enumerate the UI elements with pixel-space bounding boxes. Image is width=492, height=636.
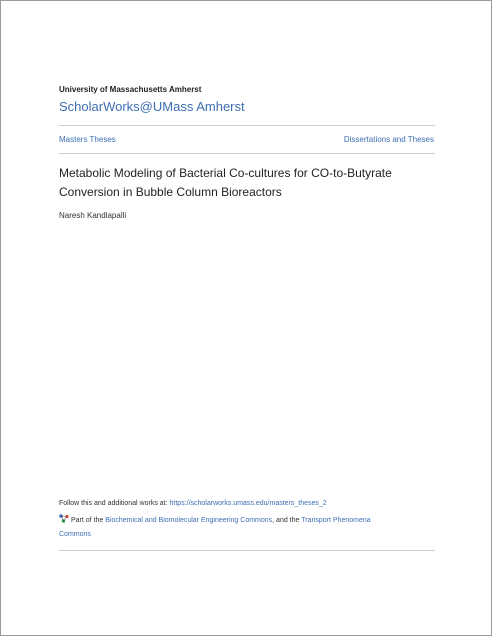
commons-link-transport-cont[interactable]: Commons bbox=[59, 531, 91, 538]
title-line-2: Conversion in Bubble Column Bioreactors bbox=[59, 185, 282, 199]
network-icon bbox=[59, 514, 69, 523]
document-title bbox=[59, 164, 439, 202]
collection-link-masters-theses[interactable]: Masters Theses bbox=[59, 135, 116, 144]
part-of-conjunction: , and the bbox=[272, 517, 300, 524]
follow-url-link[interactable]: https://scholarworks.umass.edu/masters_theses_2 bbox=[169, 500, 327, 507]
collection-link-dissertations[interactable]: Dissertations and Theses bbox=[343, 135, 434, 144]
author-name: Naresh Kandlapalli bbox=[59, 211, 127, 220]
collections-divider bbox=[59, 153, 435, 154]
part-of-line bbox=[59, 514, 439, 542]
repository-link[interactable]: ScholarWorks@UMass Amherst bbox=[59, 99, 245, 114]
footer-divider bbox=[59, 550, 435, 551]
title-line-1: Metabolic Modeling of Bacterial Co-cultures for CO-to-Butyrate bbox=[59, 166, 392, 180]
part-of-prefix: Part of the bbox=[71, 517, 104, 524]
commons-link-biochemical[interactable]: Biochemical and Biomolecular Engineering Commons bbox=[105, 517, 273, 524]
institution-name: University of Massachusetts Amherst bbox=[59, 85, 202, 94]
commons-link-transport[interactable]: Transport Phenomena bbox=[301, 517, 371, 524]
header-divider bbox=[59, 125, 435, 126]
follow-line bbox=[59, 500, 327, 507]
follow-text: Follow this and additional works at: bbox=[59, 500, 168, 507]
